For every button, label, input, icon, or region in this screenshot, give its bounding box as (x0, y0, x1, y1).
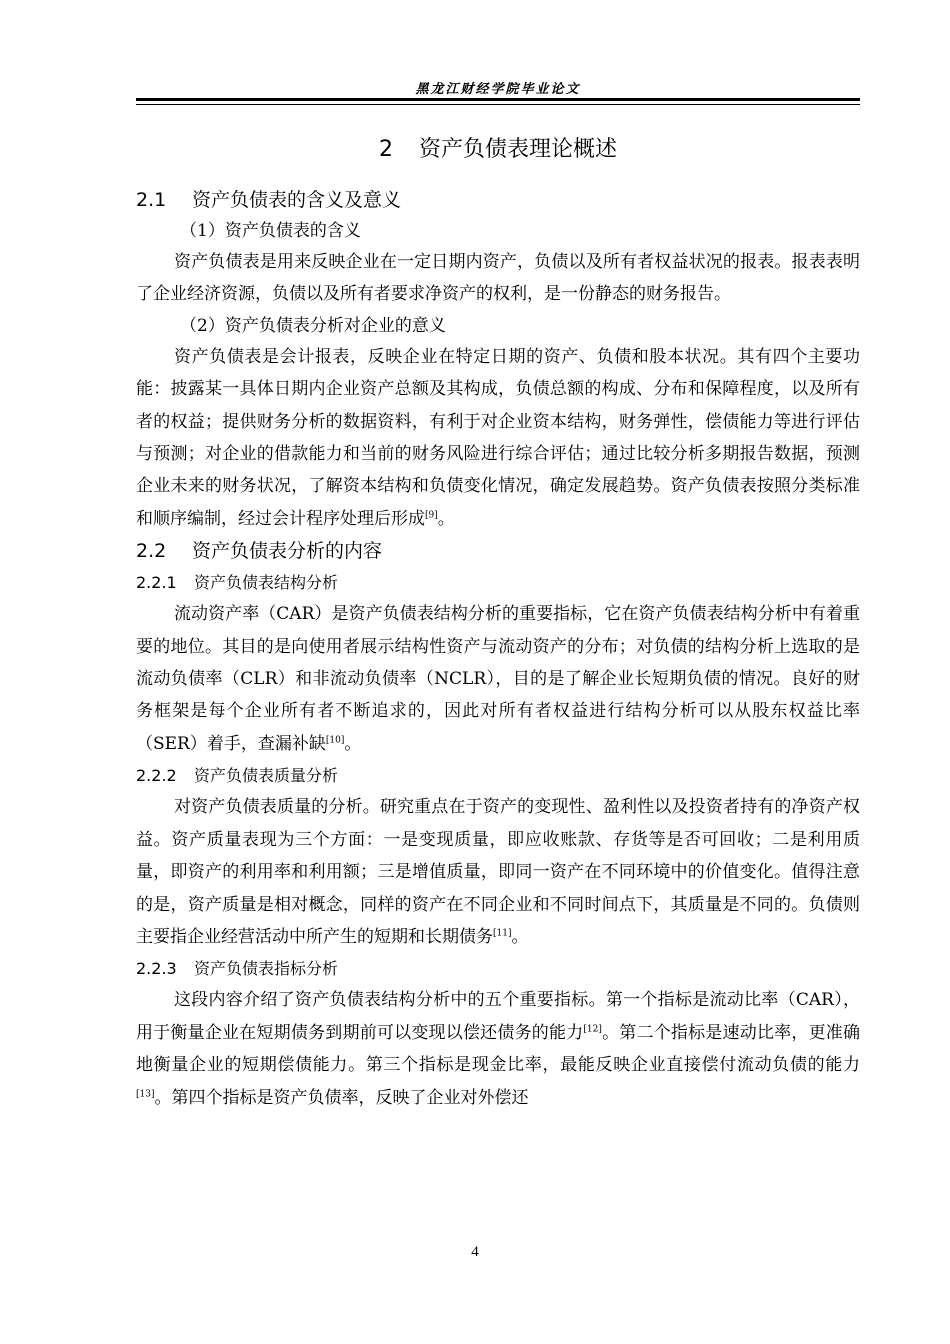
paragraph: 资产负债表是用来反映企业在一定日期内资产，负债以及所有者权益状况的报表。报表表明了企业经济资源，负债以及所有者要求净资产的权利，是一份静态的财务报告。 (136, 252, 860, 305)
section-number: 2.2 (136, 540, 167, 563)
subsection-number: 2.2.2 (136, 766, 177, 786)
citation-ref: [13] (136, 1088, 155, 1099)
section-heading-2-1 (136, 184, 860, 216)
citation-ref: [11] (493, 928, 512, 939)
subheading-significance: （2）资产负债表分析对企业的意义 (180, 315, 446, 336)
subsection-heading-2-2-2 (136, 760, 860, 791)
subsection-heading-2-2-1 (136, 567, 860, 598)
page-number: 4 (471, 1244, 479, 1260)
paragraph (136, 598, 860, 760)
citation-ref: [12] (583, 1024, 602, 1035)
paragraph (136, 984, 860, 1114)
subsection-number: 2.2.3 (136, 959, 177, 979)
page-body (136, 184, 860, 1114)
header-rule-thin (136, 104, 860, 105)
paragraph-end: 。 (511, 926, 529, 947)
paragraph (136, 791, 860, 953)
paragraph-end: 。 (437, 508, 455, 529)
subsection-heading-2-2-3 (136, 953, 860, 984)
subsection-title: 资产负债表结构分析 (194, 573, 339, 593)
paragraph-end: 。 (344, 733, 362, 754)
section-number: 2.1 (136, 189, 167, 211)
subheading-meaning: （1）资产负债表的含义 (180, 221, 361, 241)
subsection-number: 2.2.1 (136, 573, 177, 593)
paragraph (136, 341, 860, 535)
chapter-heading (136, 132, 860, 163)
subsection-title: 资产负债表指标分析 (194, 959, 339, 979)
page-header-title: 黑龙江财经学院毕业论文 (415, 82, 581, 97)
paragraph-text: 流动资产率（CAR）是资产负债表结构分析的重要指标，它在资产负债表结构分析中有着重要的地位。其目的是向使用者展示结构性资产与流动资产的分布；对负债的结构分析上选取的是流动负债率（CLR）和非流动负债率（NCLR），目的是了解企业长短期负债的情况。良好的财务框架是每个企业所有者不断追求的，因此对所有者权益进行结构分析可以从股东权益比率（SER）着手，查漏补缺 (136, 604, 860, 754)
paragraph-text: 。第二个指标是速动比率，更准确地衡量企业的短期偿债能力。第三个指标是现金比率，最能反映企业直接偿付流动负债的能力 (136, 1022, 861, 1076)
paragraph-text: 资产负债表是会计报表，反映企业在特定日期的资产、负债和股本状况。其有四个主要功能：披露某一具体日期内企业资产总额及其构成，负债总额的构成、分布和保障程度，以及所有者的权益；提供财务分析的数据资料，有利于对企业资本结构，财务弹性，偿债能力等进行评估与预测；对企业的借款能力和当前的财务风险进行综合评估；通过比较分析多期报告数据，预测企业未来的财务状况，了解资本结构和负债变化情况，确定发展趋势。资产负债表按照分类标准和顺序编制，经过会计程序处理后形成 (136, 346, 860, 529)
citation-ref: [9] (425, 510, 438, 521)
paragraph-text: 。第四个指标是资产负债率，反映了企业对外偿还 (154, 1087, 529, 1108)
paragraph-text: 对资产负债表质量的分析。研究重点在于资产的变现性、盈利性以及投资者持有的净资产权益。资产质量表现为三个方面：一是变现质量，即应收账款、存货等是否可回收；二是利用质量，即资产的利用率和利用额；三是增值质量，即同一资产在不同环境中的价值变化。值得注意的是，资产质量是相对概念，同样的资产在不同企业和不同时间点下，其质量是不同的。负债则主要指企业经营活动中所产生的短期和长期债务 (136, 797, 860, 947)
header-rule-thick (136, 98, 860, 101)
citation-ref: [10] (325, 735, 345, 746)
section-heading-2-2 (136, 535, 860, 567)
paragraph-text: 这段内容介绍了资产负债表结构分析中的五个重要指标。第一个指标是流动比率（CAR），用于衡量企业在短期债务到期前可以变现以偿还债务的能力 (136, 990, 860, 1043)
chapter-title: 资产负债表理论概述 (418, 137, 617, 162)
subsection-title: 资产负债表质量分析 (194, 766, 339, 786)
section-title: 资产负债表分析的内容 (192, 540, 383, 563)
chapter-number: 2 (378, 137, 393, 162)
section-title: 资产负债表的含义及意义 (192, 189, 402, 211)
